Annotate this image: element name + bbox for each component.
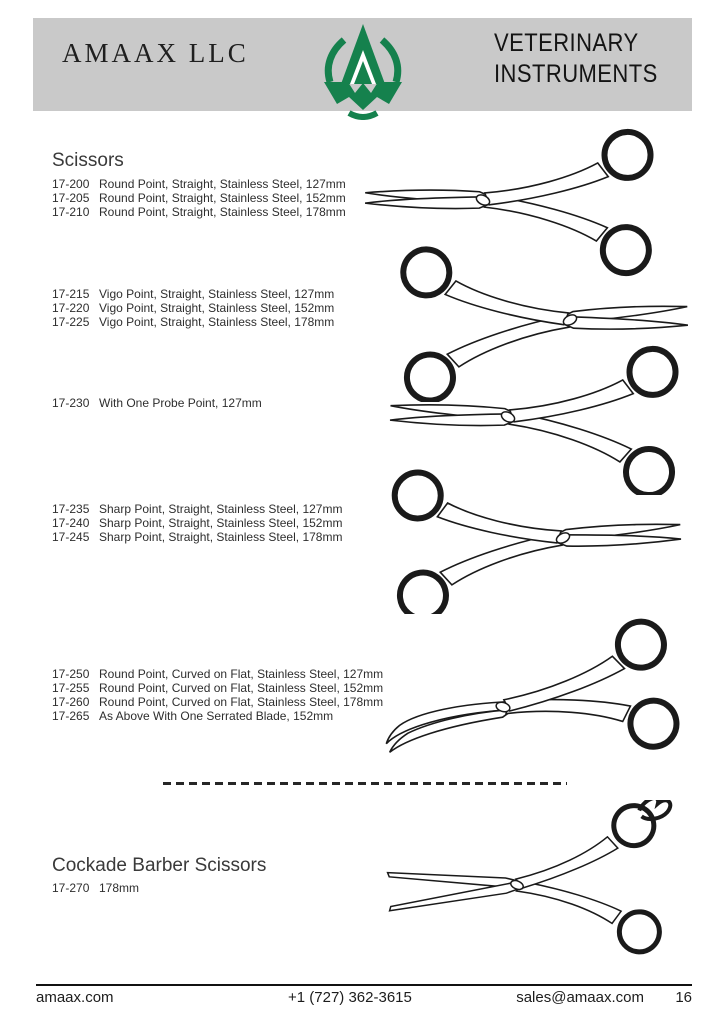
dashed-divider bbox=[163, 782, 567, 785]
product-code: 17-245 bbox=[52, 530, 90, 544]
product-group bbox=[52, 881, 139, 895]
product-row bbox=[52, 205, 346, 219]
product-group bbox=[52, 287, 334, 329]
product-code: 17-265 bbox=[52, 709, 90, 723]
product-description: Round Point, Straight, Stainless Steel, 152mm bbox=[99, 191, 346, 205]
product-description: Round Point, Straight, Stainless Steel, 178mm bbox=[99, 205, 346, 219]
product-code: 17-220 bbox=[52, 301, 90, 315]
section-heading-cockade: Cockade Barber Scissors bbox=[52, 855, 267, 876]
product-code: 17-225 bbox=[52, 315, 90, 329]
product-row bbox=[52, 516, 342, 530]
product-group bbox=[52, 177, 346, 219]
product-code: 17-205 bbox=[52, 191, 90, 205]
footer-email: sales@amaax.com bbox=[516, 989, 644, 1006]
product-group bbox=[52, 502, 342, 544]
product-code: 17-260 bbox=[52, 695, 90, 709]
product-row bbox=[52, 191, 346, 205]
product-description: Round Point, Curved on Flat, Stainless Steel, 152mm bbox=[99, 681, 384, 695]
catalog-title bbox=[494, 28, 658, 90]
product-code: 17-255 bbox=[52, 681, 90, 695]
product-group bbox=[52, 396, 262, 410]
product-code: 17-235 bbox=[52, 502, 90, 516]
product-row bbox=[52, 502, 342, 516]
product-code: 17-215 bbox=[52, 287, 90, 301]
product-description: Vigo Point, Straight, Stainless Steel, 127mm bbox=[99, 287, 335, 301]
product-description: Sharp Point, Straight, Stainless Steel, 152mm bbox=[99, 516, 343, 530]
section-heading-scissors: Scissors bbox=[52, 150, 124, 171]
product-code: 17-270 bbox=[52, 881, 90, 895]
product-code: 17-250 bbox=[52, 667, 90, 681]
product-row bbox=[52, 315, 334, 329]
product-description: Vigo Point, Straight, Stainless Steel, 178mm bbox=[99, 315, 335, 329]
product-description: Sharp Point, Straight, Stainless Steel, 127mm bbox=[99, 502, 343, 516]
amaax-logo-icon bbox=[318, 20, 408, 120]
footer-website: amaax.com bbox=[36, 989, 114, 1006]
product-description: As Above With One Serrated Blade, 152mm bbox=[99, 709, 334, 723]
product-description: 178mm bbox=[99, 881, 140, 895]
footer-page-number: 16 bbox=[675, 989, 692, 1006]
product-group bbox=[52, 667, 383, 723]
product-row bbox=[52, 695, 383, 709]
product-row bbox=[52, 881, 139, 895]
catalog-title-line2: INSTRUMENTS bbox=[494, 60, 658, 88]
product-code: 17-230 bbox=[52, 396, 90, 410]
product-description: Sharp Point, Straight, Stainless Steel, 178mm bbox=[99, 530, 343, 544]
footer-rule bbox=[36, 984, 692, 986]
product-code: 17-240 bbox=[52, 516, 90, 530]
product-row bbox=[52, 287, 334, 301]
product-description: Round Point, Curved on Flat, Stainless Steel, 178mm bbox=[99, 695, 384, 709]
product-description: Round Point, Curved on Flat, Stainless Steel, 127mm bbox=[99, 667, 384, 681]
scissors-illustration-cockade-barber bbox=[380, 800, 715, 968]
product-row bbox=[52, 301, 334, 315]
product-description: Vigo Point, Straight, Stainless Steel, 152mm bbox=[99, 301, 335, 315]
product-row bbox=[52, 667, 383, 681]
product-code: 17-200 bbox=[52, 177, 90, 191]
product-row bbox=[52, 530, 342, 544]
product-row bbox=[52, 396, 262, 410]
scissors-illustration-sharp-point-straight bbox=[375, 462, 720, 614]
product-description: Round Point, Straight, Stainless Steel, 127mm bbox=[99, 177, 346, 191]
footer-phone: +1 (727) 362-3615 bbox=[288, 989, 412, 1006]
company-name: AMAAX LLC bbox=[62, 38, 249, 68]
product-row bbox=[52, 681, 383, 695]
product-row bbox=[52, 709, 383, 723]
catalog-title-line1: VETERINARY bbox=[494, 29, 639, 57]
scissors-illustration-round-point-curved bbox=[372, 617, 715, 767]
product-code: 17-210 bbox=[52, 205, 90, 219]
product-description: With One Probe Point, 127mm bbox=[99, 396, 262, 410]
product-row bbox=[52, 177, 346, 191]
